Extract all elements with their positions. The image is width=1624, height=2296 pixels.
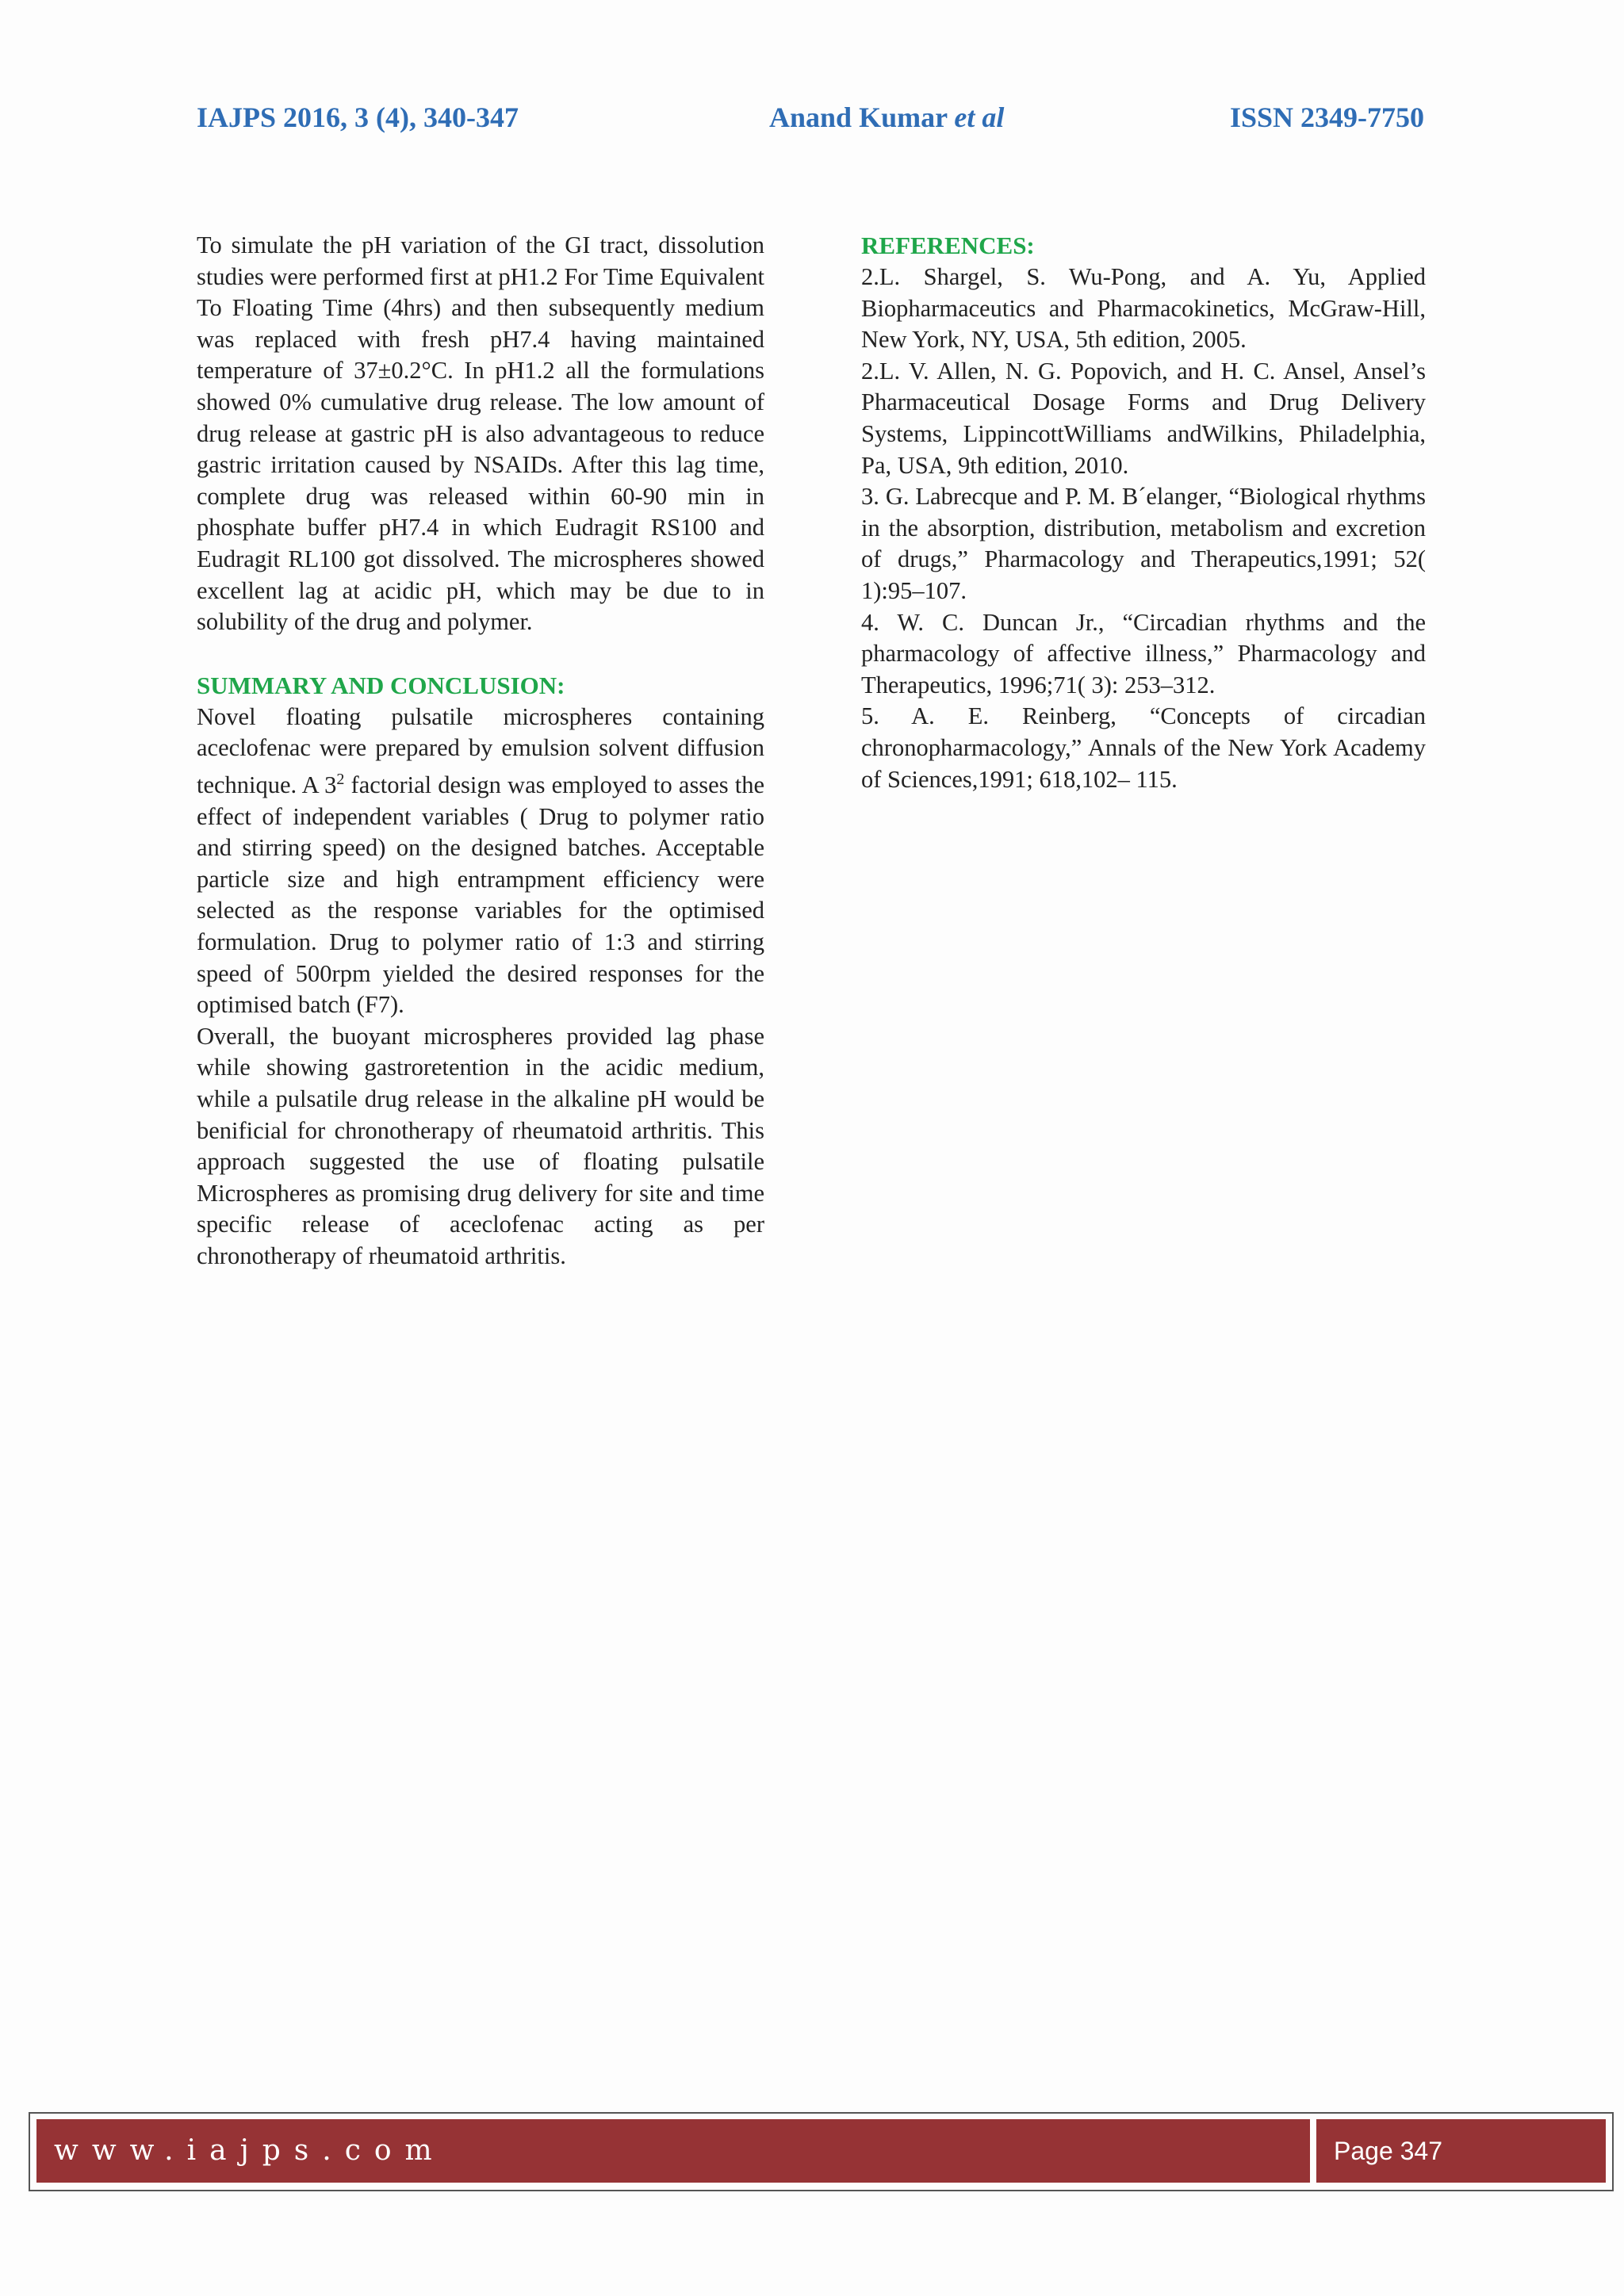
summary-paragraph-1 xyxy=(197,702,764,1021)
page-number: Page 347 xyxy=(1334,2137,1443,2165)
paragraph-gap xyxy=(197,638,764,670)
right-column xyxy=(861,230,1426,795)
summary-paragraph-2: Overall, the buoyant microspheres provided lag phase while showing gastroretention in the acidic medium, while a pulsatile drug release in the alkaline pH would be benificial for chronotherapy of rheumatoid arthritis. This approach suggested the use of floating pulsatile Microspheres as promising drug delivery for site and time specific release of aceclofenac acting as per chronotherapy of rheumatoid arthritis. xyxy=(197,1022,764,1269)
references-heading: REFERENCES: xyxy=(861,232,1035,259)
reference-item: 3. G. Labrecque and P. M. B´elanger, “Biological rhythms in the absorption, distribution, metabolism and excretion of drugs,” Pharmacology and Therapeutics,1991; 52( 1):95–107. xyxy=(861,483,1426,604)
journal-citation: IAJPS 2016, 3 (4), 340-347 xyxy=(197,101,519,133)
reference-item: 2.L. Shargel, S. Wu-Pong, and A. Yu, Applied Biopharmaceutics and Pharmacokinetics, McGraw-Hill, New York, NY, USA, 5th edition, 2005. xyxy=(861,263,1426,354)
reference-item: 4. W. C. Duncan Jr., “Circadian rhythms and the pharmacology of affective illness,” Pharmacology and Therapeutics, 1996;71( 3): 253–312. xyxy=(861,608,1426,698)
reference-item: 5. A. E. Reinberg, “Concepts of circadian chronopharmacology,” Annals of the New York Academy of Sciences,1991; 618,102– 115. xyxy=(861,702,1426,793)
issn: ISSN 2349-7750 xyxy=(1229,101,1424,133)
summary-text-a: Novel floating pulsatile microspheres containing aceclofenac were prepared by emulsion solvent diffusion technique. A 3 xyxy=(197,702,764,799)
footer-divider xyxy=(1310,2119,1316,2183)
summary-heading: SUMMARY AND CONCLUSION: xyxy=(197,671,565,699)
author-line xyxy=(769,94,1004,141)
intro-paragraph: To simulate the pH variation of the GI tract, dissolution studies were performed first at pH1.2 For Time Equivalent To Floating Time (4hrs) and then subsequently medium was replaced with fresh pH7.4 having maintained temperature of 37±0.2°C. In pH1.2 all the formulations showed 0% cumulative drug release. The low amount of drug release at gastric pH is also advantageous to reduce gastric irritation caused by NSAIDs. After this lag time, complete drug was released within 60-90 min in phosphate buffer pH7.4 in which Eudragit RS100 and Eudragit RL100 got dissolved. The microspheres showed excellent lag at acidic pH, which may be due to in solubility of the drug and polymer. xyxy=(197,232,764,636)
summary-text-b: factorial design was employed to asses the effect of independent variables ( Drug to polymer ratio and stirring speed) on the designed batches. Acceptable particle size and high entrampment efficiency were selected as the response variables for the optimised formulation. Drug to polymer ratio of 1:3 and stirring speed of 500rpm yielded the desired responses for the optimised batch (F7). xyxy=(197,771,764,1019)
author-suffix: et al xyxy=(954,101,1005,133)
author-name: Anand Kumar xyxy=(769,101,948,133)
reference-item: 2.L. V. Allen, N. G. Popovich, and H. C. Ansel, Ansel’s Pharmaceutical Dosage Forms and Drug Delivery Systems, LippincottWilliams andWilkins, Philadelphia, Pa, USA, 9th edition, 2010. xyxy=(861,357,1426,479)
superscript: 2 xyxy=(336,770,345,788)
footer-url-link[interactable]: www.iajps.com xyxy=(54,2134,446,2167)
left-column xyxy=(197,230,764,1272)
